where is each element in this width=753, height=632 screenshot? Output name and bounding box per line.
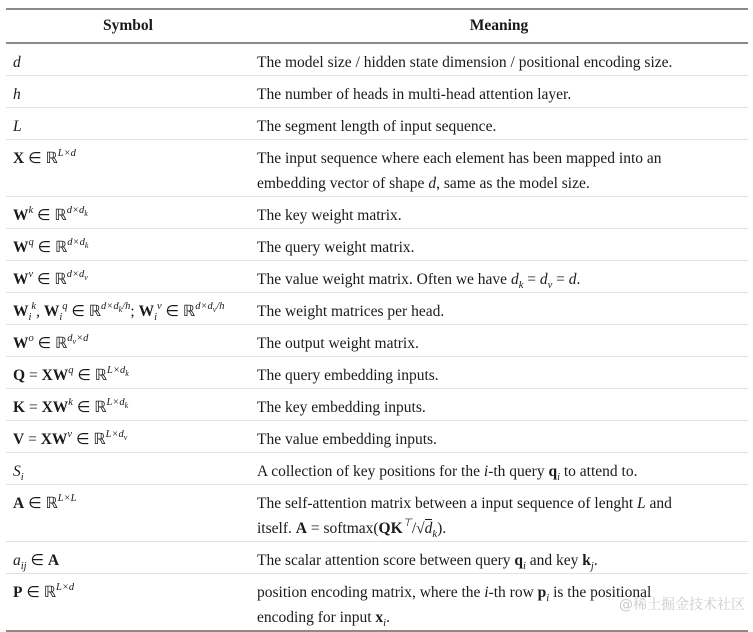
math-segment: to attend to. — [560, 463, 638, 480]
math-segment: a — [13, 552, 21, 569]
table-row — [6, 108, 748, 140]
math-segment: i — [484, 584, 489, 601]
math-segment: k — [582, 552, 591, 569]
symbol-cell — [6, 421, 250, 453]
math-segment: d — [13, 54, 21, 71]
math-segment: d×d — [67, 237, 85, 248]
math-segment: W — [13, 335, 29, 352]
math-segment: v — [156, 301, 162, 312]
math-segment: k — [125, 369, 129, 378]
meaning-cell — [250, 357, 748, 389]
math-segment: W — [13, 303, 29, 320]
meaning-cell — [250, 485, 748, 542]
symbol-cell — [6, 389, 250, 421]
math-segment: ). — [437, 520, 447, 537]
header-symbol: Symbol — [6, 9, 250, 43]
math-segment: = — [523, 271, 540, 288]
math-segment: = — [25, 367, 42, 384]
math-segment: -th row — [488, 584, 538, 601]
math-segment: k — [31, 301, 37, 312]
math-segment: k — [84, 241, 89, 250]
math-segment: q — [28, 237, 34, 248]
math-segment: The number of heads in multi-head attention layer. — [257, 86, 572, 103]
math-segment: -th query — [488, 463, 549, 480]
symbol-cell — [6, 229, 250, 261]
meaning-cell — [250, 293, 748, 325]
math-segment: d×d — [101, 301, 119, 312]
math-segment: i — [557, 472, 560, 483]
table-row — [6, 421, 748, 453]
math-segment: V — [13, 431, 25, 448]
table-row — [6, 389, 748, 421]
math-segment: L — [637, 495, 646, 512]
symbol-cell — [6, 453, 250, 485]
table-row — [6, 357, 748, 389]
math-segment: . — [386, 609, 390, 626]
math-segment: = — [25, 399, 42, 416]
math-segment: /h — [122, 301, 131, 312]
math-segment: p — [537, 584, 547, 601]
math-segment: and key — [525, 552, 583, 569]
math-segment: o — [28, 333, 34, 344]
math-segment: i — [59, 312, 63, 323]
header-row — [6, 9, 748, 43]
math-segment: XW — [40, 431, 68, 448]
watermark: @稀土掘金技术社区 — [619, 597, 745, 613]
math-segment: i — [154, 312, 157, 323]
math-segment: q — [62, 301, 68, 312]
table-row — [6, 76, 748, 108]
math-segment: q — [548, 463, 558, 480]
math-segment: position encoding matrix, where the — [257, 584, 485, 601]
math-segment: i — [28, 312, 32, 323]
math-segment: A — [295, 520, 307, 537]
math-segment: A — [47, 552, 60, 569]
math-segment: The self-attention matrix between a input sequence of lenght — [257, 495, 638, 512]
meaning-cell — [250, 542, 748, 574]
meaning-cell — [250, 261, 748, 293]
math-segment: ∈ ℝ — [24, 495, 58, 512]
math-segment: ; — [130, 303, 139, 320]
math-segment: . — [593, 552, 598, 569]
math-segment: v — [67, 429, 73, 440]
math-segment: W — [13, 271, 29, 288]
math-segment: S — [13, 463, 21, 480]
math-segment: = — [552, 271, 569, 288]
math-segment: d — [539, 271, 548, 288]
symbol-cell — [6, 485, 250, 542]
math-segment: k — [518, 280, 524, 291]
math-segment: The weight matrices per head. — [257, 303, 445, 320]
math-segment: d×d — [195, 301, 213, 312]
math-segment: W — [138, 303, 155, 320]
math-segment: i — [20, 472, 24, 483]
math-segment: , — [36, 303, 44, 320]
math-segment: ∈ ℝ — [33, 239, 68, 256]
math-segment: ∈ ℝ — [73, 367, 108, 384]
math-segment: The scalar attention score between query — [257, 552, 515, 569]
math-segment: P — [13, 584, 23, 601]
math-segment: The segment length of input sequence. — [257, 118, 497, 135]
math-segment: k — [124, 401, 129, 410]
table-row — [6, 43, 748, 76]
symbol-cell — [6, 293, 250, 325]
math-segment: i — [522, 561, 526, 572]
math-segment: XW — [41, 399, 69, 416]
math-segment: = — [24, 431, 41, 448]
math-segment: The model size / hidden state dimension / positional encoding size. — [257, 54, 673, 71]
table-row — [6, 325, 748, 357]
math-segment: i — [546, 593, 550, 604]
math-segment: L×d — [57, 148, 76, 159]
math-segment: L — [13, 118, 22, 135]
math-segment: v — [123, 433, 128, 442]
math-segment: v — [84, 273, 88, 282]
table-row — [6, 485, 748, 542]
math-segment: h — [13, 86, 21, 103]
math-segment: d — [67, 333, 73, 344]
table-row — [6, 229, 748, 261]
math-segment: The value weight matrix. Often we have — [257, 271, 511, 288]
math-segment: k — [28, 205, 34, 216]
header-meaning: Meaning — [250, 9, 748, 43]
math-segment: = softmax( — [306, 520, 379, 537]
symbol-cell — [6, 108, 250, 140]
meaning-cell — [250, 229, 748, 261]
math-segment: W — [13, 239, 29, 256]
math-segment: q — [68, 365, 74, 376]
meaning-cell — [250, 43, 748, 76]
math-segment: ∈ ℝ — [161, 303, 196, 320]
symbol-cell — [6, 43, 250, 76]
meaning-cell — [250, 76, 748, 108]
math-segment: itself. — [257, 520, 296, 537]
math-segment: L×d — [56, 582, 75, 593]
table-body — [6, 43, 748, 631]
math-segment: v — [212, 305, 217, 314]
table-row — [6, 542, 748, 574]
math-segment: The key embedding inputs. — [257, 399, 426, 416]
table-row — [6, 293, 748, 325]
math-segment: k — [432, 529, 438, 540]
table-row — [6, 261, 748, 293]
math-segment: encoding for input — [257, 609, 376, 626]
math-segment: K — [13, 399, 26, 416]
math-segment: ∈ ℝ — [33, 271, 67, 288]
math-segment: L×d — [105, 429, 124, 440]
math-segment: d — [428, 175, 437, 192]
math-segment: ×d — [76, 333, 89, 344]
symbol-cell — [6, 261, 250, 293]
math-segment: q — [514, 552, 523, 569]
math-segment: i — [483, 463, 489, 480]
math-segment: ∈ ℝ — [67, 303, 102, 320]
math-segment: v — [28, 269, 34, 280]
math-segment: ∈ ℝ — [24, 150, 58, 167]
math-segment: k — [68, 397, 73, 408]
math-segment: ∈ ℝ — [72, 431, 106, 448]
math-segment: d — [568, 271, 577, 288]
math-segment: A — [13, 495, 25, 512]
math-segment: The output weight matrix. — [257, 335, 419, 352]
math-segment: , same as the model size. — [436, 175, 590, 192]
math-segment: k — [118, 305, 123, 314]
math-segment: Q — [13, 367, 26, 384]
math-segment: d×d — [66, 205, 85, 216]
math-segment: A collection of key positions for the — [257, 463, 484, 480]
meaning-cell — [250, 421, 748, 453]
math-segment: ∈ ℝ — [33, 335, 68, 352]
math-segment: /√ — [411, 520, 425, 537]
meaning-cell — [250, 453, 748, 485]
meaning-cell — [250, 389, 748, 421]
math-segment: The key weight matrix. — [257, 207, 402, 224]
math-segment: L×d — [107, 365, 126, 376]
table-row — [6, 197, 748, 229]
math-segment: x — [375, 609, 384, 626]
table-row — [6, 453, 748, 485]
meaning-cell — [250, 108, 748, 140]
symbol-cell — [6, 357, 250, 389]
math-segment: is the positional — [549, 584, 652, 601]
math-segment: d — [424, 520, 433, 537]
math-segment: QK — [378, 520, 403, 537]
symbol-cell — [6, 542, 250, 574]
math-segment: X — [13, 150, 25, 167]
math-segment: and — [645, 495, 672, 512]
symbol-cell — [6, 76, 250, 108]
symbol-cell — [6, 140, 250, 197]
math-segment: ∈ ℝ — [33, 207, 67, 224]
math-segment: The input sequence where each element has been mapped into an — [257, 150, 662, 167]
math-segment: The query weight matrix. — [257, 239, 415, 256]
math-segment: v — [547, 280, 553, 291]
meaning-cell — [250, 140, 748, 197]
meaning-cell — [250, 197, 748, 229]
table-row — [6, 140, 748, 197]
math-segment: ⊤ — [402, 518, 412, 529]
math-segment: j — [590, 561, 594, 572]
math-segment: v — [72, 337, 77, 346]
math-segment: L×L — [57, 493, 77, 504]
math-segment: /h — [216, 301, 225, 312]
math-segment: W — [43, 303, 60, 320]
math-segment: The query embedding inputs. — [257, 367, 439, 384]
math-segment: ∈ ℝ — [22, 584, 56, 601]
math-segment: d — [510, 271, 519, 288]
symbol-cell — [6, 325, 250, 357]
math-segment: W — [13, 207, 29, 224]
math-segment: ij — [20, 561, 27, 572]
math-segment: . — [576, 271, 581, 288]
symbol-cell — [6, 574, 250, 632]
notation-table — [6, 8, 748, 632]
math-segment: L×d — [106, 397, 125, 408]
math-segment: ∈ ℝ — [72, 399, 107, 416]
math-segment: XW — [41, 367, 69, 384]
symbol-cell — [6, 197, 250, 229]
meaning-cell — [250, 325, 748, 357]
math-segment: The value embedding inputs. — [257, 431, 437, 448]
math-segment: ∈ — [26, 552, 48, 569]
math-segment: d×d — [66, 269, 85, 280]
math-segment: embedding vector of shape — [257, 175, 429, 192]
math-segment: k — [84, 209, 88, 218]
math-segment: i — [383, 618, 387, 629]
